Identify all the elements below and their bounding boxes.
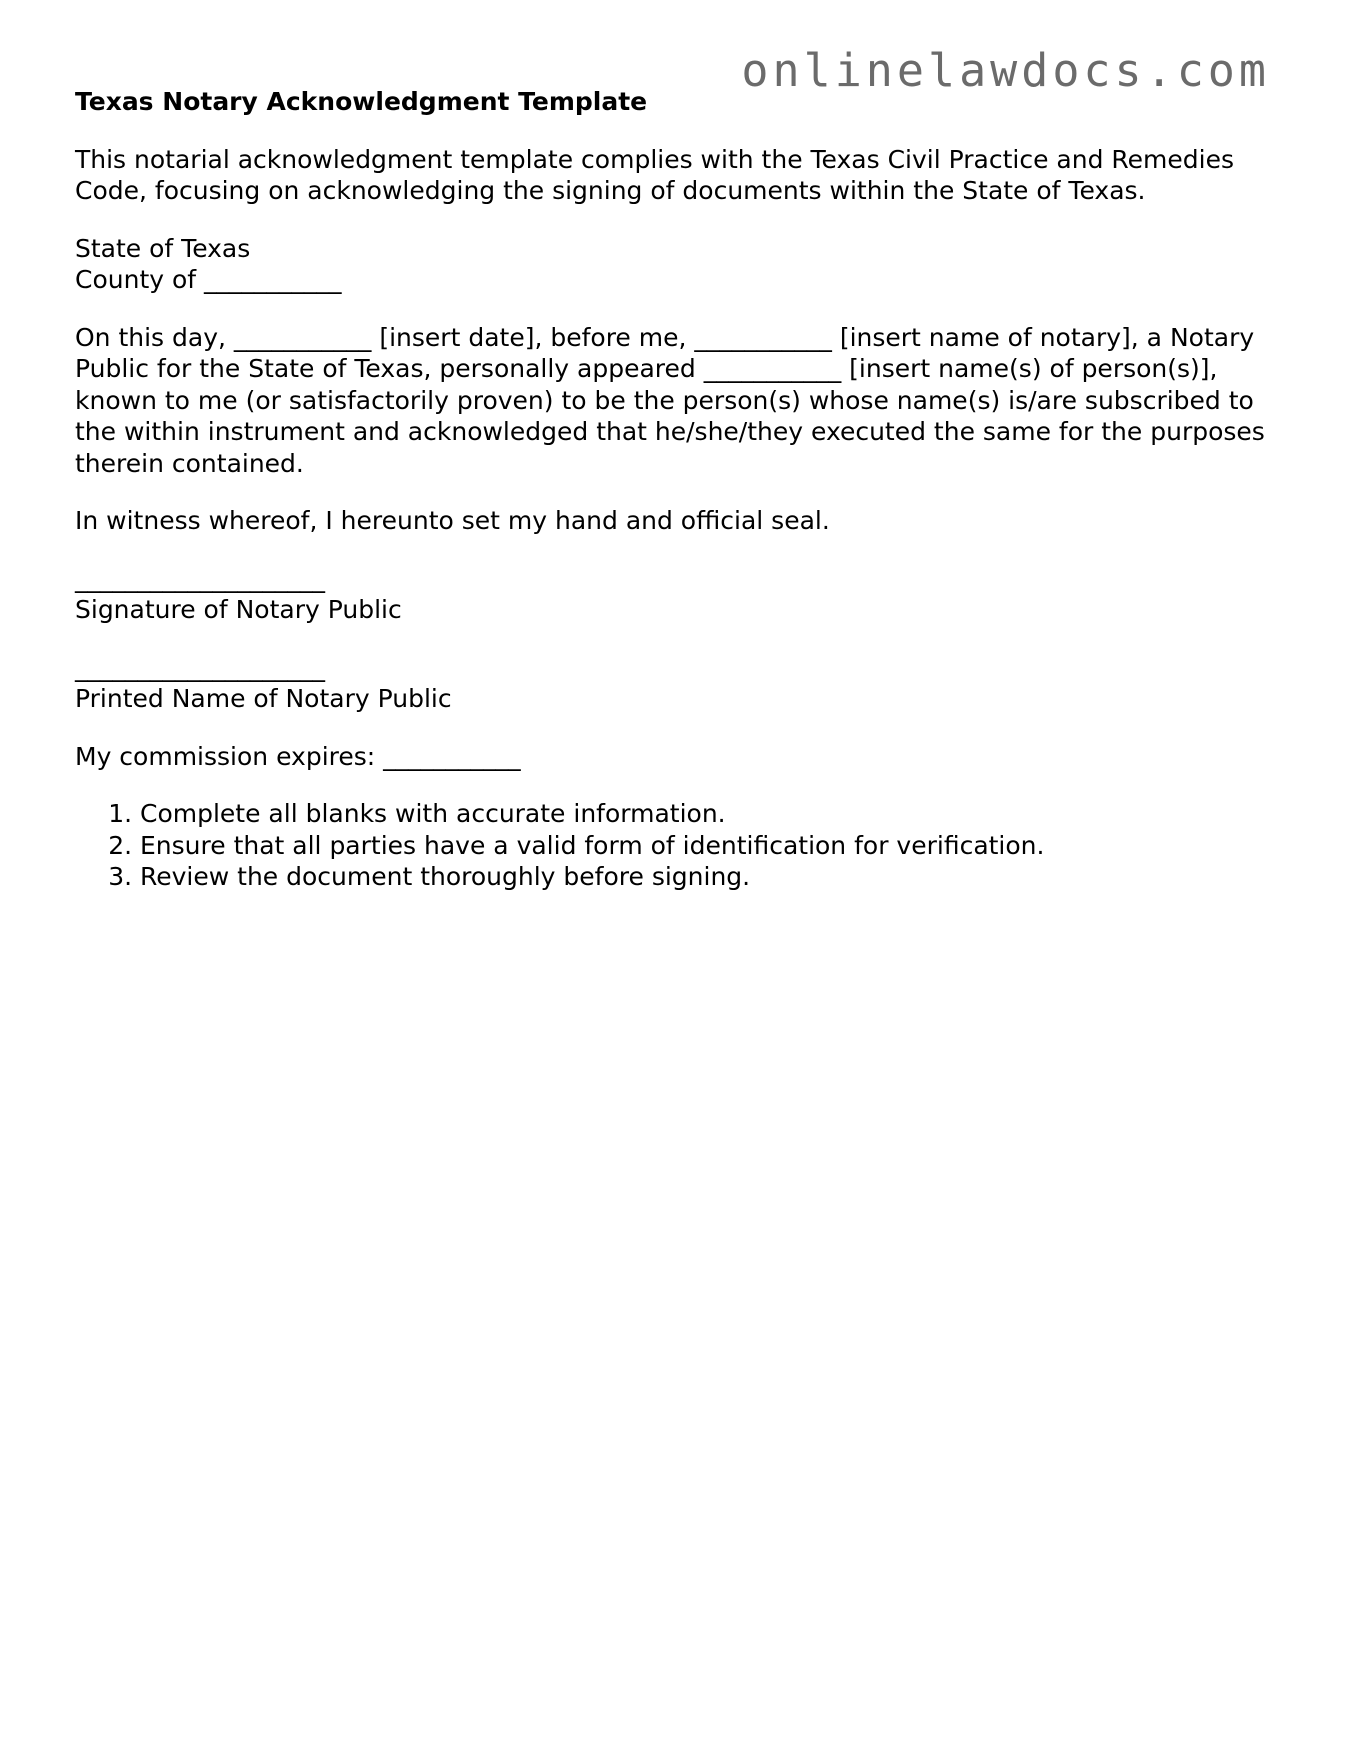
intro-paragraph: This notarial acknowledgment template complies with the Texas Civil Practice and Remedies Code, focusing on acknowledging the signing of documents within the State of Texas. — [75, 144, 1234, 205]
instructions-list — [75, 798, 1265, 893]
printed-name-block — [75, 652, 1265, 715]
venue-county: County of ___________ — [75, 265, 342, 294]
signature-label: Signature of Notary Public — [75, 595, 402, 624]
printed-name-line: ____________________ — [75, 652, 325, 682]
commission-expires: My commission expires: ___________ — [75, 741, 521, 771]
acknowledgment-paragraph: On this day, ___________ [insert date], before me, ___________ [insert name of notary], a Notary Public for the State of Texas, personally appeared ___________ [insert name(s) of person(s)], known to me (or satisfactorily proven) to be the person(s) whose name(s) is/are subscribed to the within instrument and acknowledged that he/she/they executed the same for the purposes therein contained. — [75, 322, 1265, 478]
venue-state: State of Texas — [75, 233, 251, 263]
document-title: Texas Notary Acknowledgment Template — [75, 87, 648, 116]
witness-statement: In witness whereof, I hereunto set my hand and official seal. — [75, 506, 830, 535]
document-page — [75, 86, 1265, 893]
printed-name-label: Printed Name of Notary Public — [75, 684, 452, 713]
list-item: 3. Review the document thoroughly before signing. — [140, 861, 1265, 893]
venue-block — [75, 233, 1265, 296]
list-item: 1. Complete all blanks with accurate information. — [140, 798, 1265, 830]
list-item: 2. Ensure that all parties have a valid form of identification for verification. — [140, 830, 1265, 862]
signature-block — [75, 563, 1265, 626]
watermark: onlinelawdocs.com — [741, 44, 1270, 97]
signature-line: ____________________ — [75, 563, 325, 593]
